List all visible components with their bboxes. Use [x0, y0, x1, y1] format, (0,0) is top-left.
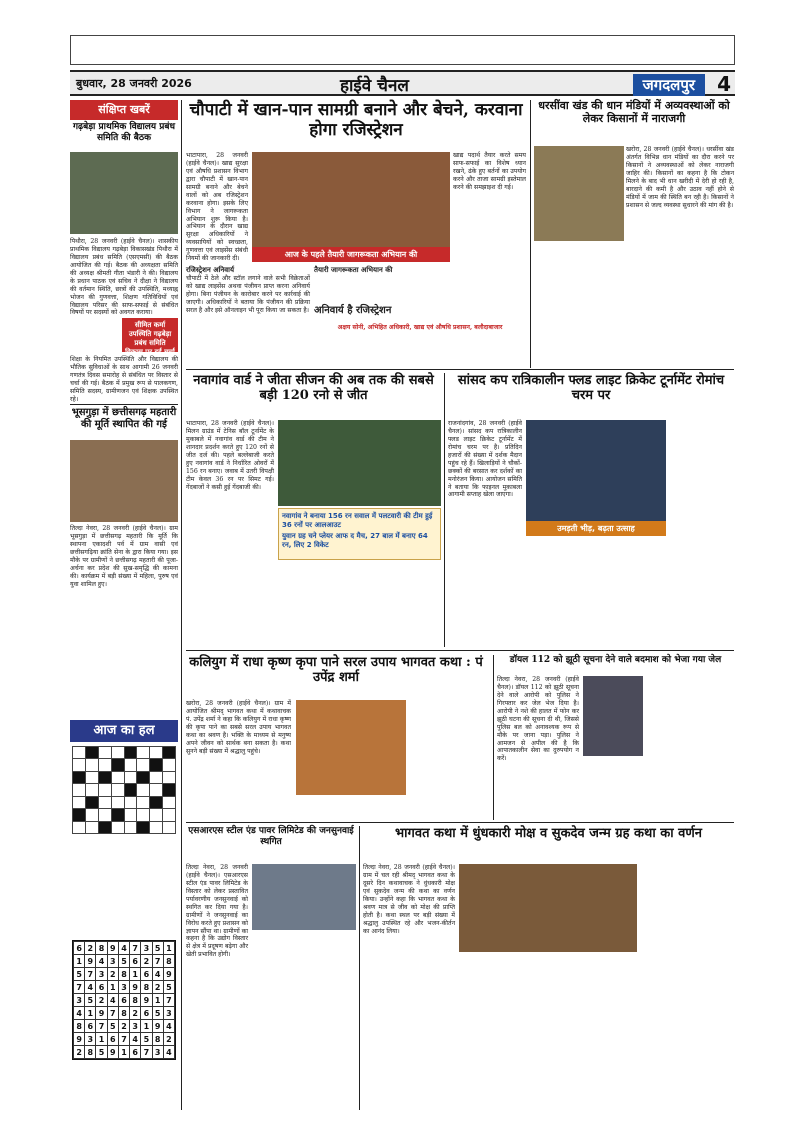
sudoku-cell: 2: [74, 1046, 85, 1059]
sudoku-cell: 5: [118, 955, 129, 968]
column-rule: [530, 100, 531, 368]
story6-body-side: [647, 676, 734, 818]
sudoku-cell: 7: [85, 968, 96, 981]
masthead: हाईवे चैनल: [340, 76, 409, 96]
sudoku-cell: 1: [141, 1020, 152, 1033]
sudoku-cell: 1: [107, 981, 118, 994]
column-rule: [444, 373, 445, 647]
sudoku-cell: 1: [85, 1007, 96, 1020]
brief1-body-continued: शिक्षा के नियमित उपस्थिति और विद्यालय की भौतिक सुविधाओं के साथ आगामी 26 जनवरी गणतंत्र दिवस समारोह से संबंधित पर विस्तार से चर्चा की गई। बैठक में प्रमुख रूप से पालकगण, समिति सदस्य, ग्रामीणजन एवं शिक्षक उपस्थित रहे।: [70, 356, 178, 403]
story8-photo: [459, 864, 637, 952]
sudoku-cell: 2: [152, 981, 163, 994]
column-rule: [359, 826, 360, 1110]
sudoku-cell: 5: [152, 1007, 163, 1020]
sudoku-cell: 3: [163, 1007, 174, 1020]
news-brief-tag: [70, 100, 178, 120]
story4-body-continued: [526, 540, 734, 646]
sudoku-cell: 3: [107, 955, 118, 968]
crossword-grid: [72, 746, 176, 834]
story4-photo: [526, 420, 666, 536]
story5-body-side: [410, 700, 490, 818]
brief2-photo: [70, 440, 178, 522]
story6-body: तिल्दा नेवरा, 28 जनवरी (हाईवे चैनल)। डॉयल 112 को झूठी सूचना देने वाले आरोपी को पुलिस ने गिरफ्तार कर जेल भेज दिया है। आरोपी ने नशे की हालत में फोन कर झूठी घटना की सूचना दी थी, जिससे पुलिस बल को अनावश्यक रूप से मौके पर जाना पड़ा। पुलिस ने आमजन से अपील की है कि आपातकालीन सेवा का दुरुपयोग न करें।: [497, 676, 579, 763]
brief1-body-side: [70, 318, 120, 358]
story1-photo-caption: आज के पहले तैयारी जागरूकता अभियान की: [252, 247, 450, 262]
story3-photo: [278, 420, 441, 506]
story1-sub2: तैयारी जागरूकता अभियान की: [314, 265, 393, 274]
sudoku-cell: 8: [118, 968, 129, 981]
sudoku-cell: 7: [74, 981, 85, 994]
sudoku-cell: 4: [74, 1007, 85, 1020]
story8-body-side: [641, 864, 734, 1006]
story1-body-side: खाद्य पदार्थ तैयार करते समय साफ-सफाई का विशेष ध्यान रखने, ढंके हुए बर्तनों का उपयोग करने और ताजा सामग्री इस्तेमाल करने की समझाइश दी गई।: [453, 152, 526, 191]
section-rule: [186, 369, 734, 370]
sudoku-cell: 3: [85, 1033, 96, 1046]
sudoku-cell: 2: [107, 968, 118, 981]
story1-body-lead: भाटापारा, 28 जनवरी (हाईवे चैनल)। खाद्य सुरक्षा एवं औषधि प्रशासन विभाग द्वारा चौपाटी में खान-पान सामग्री बनाने और बेचने वालों को अब रजिस्ट्रेशन करवाना होगा। इसके लिए विभाग ने जागरूकता अभियान शुरू किया है। अभियान के दौरान खाद्य सुरक्षा अधिकारियों ने व्यवसायियों को स्वच्छता, गुणवत्ता एवं लाइसेंस संबंधी नियमों की जानकारी दी।: [186, 152, 248, 263]
page-number: 4: [717, 72, 731, 96]
sudoku-cell: 6: [130, 1046, 141, 1059]
sudoku-cell: 9: [130, 981, 141, 994]
sudoku-cell: 5: [85, 994, 96, 1007]
story8-body: तिल्दा नेवरा, 28 जनवरी (हाईवे चैनल)। ग्राम में चल रही श्रीमद् भागवत कथा के दूसरे दिन कथावाचक ने धुंधकारी मोक्ष एवं सुकदेव जन्म की कथा का वर्णन किया। उन्होंने कहा कि भागवत कथा के श्रवण मात्र से जीव को मोक्ष की प्राप्ति होती है। कथा स्थल पर बड़ी संख्या में श्रद्धालु उपस्थित रहे और भजन-कीर्तन का आनंद लिया।: [363, 864, 455, 935]
sudoku-cell: 7: [152, 955, 163, 968]
sudoku-cell: 7: [163, 994, 174, 1007]
sudoku-cell: 8: [74, 1020, 85, 1033]
sudoku-cell: 1: [74, 955, 85, 968]
sudoku-cell: 1: [96, 1033, 107, 1046]
story2-photo: [534, 146, 624, 241]
sudoku-cell: 8: [152, 1033, 163, 1046]
sudoku-cell: 9: [152, 1020, 163, 1033]
puzzle-header: [70, 720, 178, 742]
sudoku-cell: 7: [118, 1033, 129, 1046]
story7-body-continued: [186, 966, 356, 1108]
sudoku-cell: 5: [96, 1046, 107, 1059]
sudoku-cell: 8: [130, 994, 141, 1007]
sudoku-cell: 6: [74, 942, 85, 955]
sudoku-cell: 3: [74, 994, 85, 1007]
story3-bullet-1: नवागांव ने बनाया 156 रन सवाल में पलटवारी की टीम हुई 36 रनों पर आलआउट: [282, 512, 433, 530]
header-date: बुधवार, 28 जनवरी 2026: [76, 77, 192, 90]
story1-byline: अक्षय सोनी, अभिहित अधिकारी, खाद्य एवं औषधि प्रशासन, बलौदाबाजार: [337, 323, 503, 331]
news-brief-label: संक्षिप्त खबरें: [98, 103, 150, 116]
brief2-headline: भूसगुड़ा में छत्तीसगढ़ महतारी की मूर्ति स्थापित की गई: [71, 407, 177, 430]
sudoku-cell: 6: [141, 968, 152, 981]
story3-headline: नवागांव वार्ड ने जीता सीजन की अब तक की सबसे बड़ी 120 रनो से जीत: [193, 373, 434, 404]
story7-headline: एसआरएस स्टील एंड पावर लिमिटेड की जनसुनवाई स्थगित: [188, 826, 354, 847]
story8-body-continued: [459, 956, 637, 1108]
story3-body: भाटापारा, 28 जनवरी (हाईवे चैनल)। मिलन ग्राउंड में टेनिस बॉल टूर्नामेंट के मुकाबले में नवागांव वार्ड की टीम ने शानदार प्रदर्शन करते हुए 120 रनों से जीत दर्ज की। पहले बल्लेबाजी करते हुए नवागांव वार्ड ने निर्धारित ओवरों में 156 रन बनाए। जवाब में उतरी विपक्षी टीम केवल 36 रन पर सिमट गई। गेंदबाजों ने कसी हुई गेंदबाजी की।: [186, 420, 274, 491]
story2-body-a: खरोरा, 28 जनवरी (हाईवे चैनल)। धरसींवा खंड अंतर्गत विभिन्न धान मंडियों का दौरा करने पर किसानों ने अव्यवस्थाओं को लेकर नाराजगी जाहिर की। किसानों का कहना है कि टोकन मिलने के बाद भी धान खरीदी में देरी हो रही है, बारदाने की कमी है और उठाव नहीं होने से मंडियों में जाम की स्थिति बन रही है। किसानों ने प्रशासन से जल्द व्यवस्था सुधारने की मांग की है।: [626, 146, 734, 209]
sudoku-cell: 9: [96, 1007, 107, 1020]
sudoku-cell: 4: [152, 968, 163, 981]
sudoku-cell: 8: [85, 1046, 96, 1059]
brief1-photo: [70, 152, 178, 234]
sudoku-cell: 9: [85, 955, 96, 968]
sudoku-cell: 4: [163, 1020, 174, 1033]
sudoku-cell: 4: [163, 1046, 174, 1059]
sudoku-cell: 2: [130, 1007, 141, 1020]
sudoku-cell: 4: [130, 1033, 141, 1046]
story1-col-b: [314, 266, 526, 366]
sudoku-cell: 4: [85, 981, 96, 994]
story5-body-continued: [296, 798, 406, 818]
brief2-body: तिल्दा नेवरा, 28 जनवरी (हाईवे चैनल)। ग्राम भूसगुड़ा में छत्तीसगढ़ महतारी कि मूर्ति कि स्थापना एकादशी पर्व में ग्राम वासी एवं छत्तीसगढ़िया क्रांति सेना के द्वारा किया गया। इस मौके पर ग्रामीणों ने छत्तीसगढ़ महतारी की पूजा-अर्चना कर प्रदेश की सुख-समृद्धि की कामना की। कार्यक्रम में बड़ी संख्या में महिला, पुरुष एवं युवा शामिल हुए।: [70, 525, 178, 588]
sudoku-cell: 6: [141, 1007, 152, 1020]
story2-headline: धरसींवा खंड की धान मंडियों में अव्यवस्थाओं को लेकर किसानों में नाराजगी: [538, 99, 730, 125]
column-rule: [493, 655, 494, 820]
sudoku-cell: 6: [130, 955, 141, 968]
story8-headline: भागवत कथा में धुंधकारी मोक्ष व सुकदेव जन्म ग्रह कथा का वर्णन: [363, 826, 734, 860]
story7-photo: [252, 864, 356, 930]
sudoku-cell: 1: [163, 942, 174, 955]
puzzle-title: आज का हल: [93, 723, 155, 738]
sudoku-cell: 8: [163, 955, 174, 968]
page-header: [70, 70, 735, 96]
sudoku-cell: 1: [130, 968, 141, 981]
city-name: जगदलपुर: [633, 74, 705, 96]
sudoku-cell: 8: [96, 942, 107, 955]
story3-body-continued: [278, 564, 441, 646]
sudoku-cell: 7: [130, 942, 141, 955]
story1-photo: [252, 152, 450, 262]
sudoku-cell: 7: [96, 1020, 107, 1033]
sudoku-cell: 9: [163, 968, 174, 981]
sudoku-cell: 9: [107, 1046, 118, 1059]
sudoku-cell: 6: [107, 1033, 118, 1046]
story1-col-a: [186, 266, 310, 366]
story5-body: खरोरा, 28 जनवरी (हाईवे चैनल)। ग्राम में आयोजित श्रीमद् भागवत कथा में कथावाचक पं. उपेंद्र शर्मा ने कहा कि कलियुग में राधा कृष्ण की कृपा पाने का सबसे सरल उपाय भागवत कथा का श्रवण है। भक्ति के माध्यम से मनुष्य अपने जीवन को सार्थक बना सकता है। कथा सुनने बड़ी संख्या में श्रद्धालु पहुंचे।: [186, 700, 291, 755]
sudoku-cell: 5: [74, 968, 85, 981]
story1-sub1: रजिस्ट्रेशन अनिवार्य: [186, 265, 235, 274]
sudoku-cell: 4: [96, 955, 107, 968]
sudoku-cell: 6: [96, 981, 107, 994]
sudoku-cell: 3: [118, 981, 129, 994]
story4-body: राजनांदगांव, 28 जनवरी (हाईवे चैनल)। सांसद कप रात्रिकालीन फ्लड लाइट क्रिकेट टूर्नामेंट में रोमांच चरम पर है। प्रतिदिन हजारों की संख्या में दर्शक मैदान पहुंच रहे हैं। खिलाड़ियों ने चौकों-छक्कों की बरसात कर दर्शकों का मनोरंजन किया। आयोजन समिति ने बताया कि फाइनल मुकाबला आगामी सप्ताह खेला जाएगा।: [448, 420, 522, 499]
brief1-body: पिथौरा, 28 जनवरी (हाईवे चैनल)। शासकीय प्राथमिक विद्यालय गढ़बेड़ा विकासखंड पिथौरा में विद्यालय प्रबंध समिति (एसएमसी) की बैठक आयोजित की गई। बैठक की अध्यक्षता समिति की अध्यक्ष श्रीमती गीता भंडारी ने की। विद्यालय के प्रधान पाठक एवं सचिव ने दीक्षा ने विद्यालय की वर्तमान स्थिति, छात्रों की उपस्थिति, मध्याह्न भोजन की गुणवत्ता, शिक्षण गतिविधियों एवं विद्यालय परिसर की साफ-सफाई से संबंधित विषयों पर सदस्यों को अवगत कराया।: [70, 238, 178, 317]
sudoku-cell: 3: [141, 942, 152, 955]
sudoku-solution: [72, 940, 176, 1060]
story5-headline: कलियुग में राधा कृष्ण कृपा पाने सरल उपाय भागवत कथा : पं उपेंद्र शर्मा: [189, 655, 483, 686]
sudoku-cell: 6: [118, 994, 129, 1007]
sudoku-cell: 2: [163, 1033, 174, 1046]
column-rule: [181, 100, 182, 1110]
sudoku-cell: 9: [107, 942, 118, 955]
story1-body-main: चौपाटी में ठेले और स्टॉल लगाने वाले सभी विक्रेताओं को खाद्य लाइसेंस अथवा पंजीयन प्राप्त करना अनिवार्य होगा। बिना पंजीयन के कारोबार करने पर कार्रवाई की जाएगी। अधिकारियों ने बताया कि पंजीयन की प्रक्रिया सरल है और इसे ऑनलाइन भी पूरा किया जा सकता है।: [186, 274, 310, 314]
sudoku-cell: 1: [152, 994, 163, 1007]
story1-sub3: अनिवार्य है रजिस्ट्रेशन: [314, 304, 392, 316]
sudoku-cell: 9: [74, 1033, 85, 1046]
story4-headline: सांसद कप रात्रिकालीन फ्लड लाइट क्रिकेट टूर्नामेंट रोमांच चरम पर: [457, 373, 725, 404]
sudoku-cell: 5: [107, 1020, 118, 1033]
sudoku-cell: 2: [141, 955, 152, 968]
story6-headline: डॉयल 112 को झूठी सूचना देने वाले बदमाश को भेजा गया जेल: [509, 655, 722, 665]
story4-body-side: [670, 420, 734, 536]
sudoku-cell: 5: [152, 942, 163, 955]
sudoku-cell: 4: [118, 942, 129, 955]
sudoku-cell: 5: [141, 1033, 152, 1046]
sudoku-cell: 8: [141, 981, 152, 994]
section-rule: [186, 650, 734, 651]
sudoku-cell: 1: [118, 1046, 129, 1059]
story7-body: तिल्दा नेवरा, 28 जनवरी (हाईवे चैनल)। एसआरएस स्टील एंड पावर लिमिटेड के विस्तार को लेकर प्रस्तावित पर्यावरणीय जनसुनवाई को स्थगित कर दिया गया है। ग्रामीणों ने जनसुनवाई का विरोध करते हुए प्रशासन को ज्ञापन सौंपा था। ग्रामीणों का कहना है कि उद्योग विस्तार से क्षेत्र में प्रदूषण बढ़ेगा और खेती प्रभावित होगी।: [186, 864, 249, 959]
sudoku-cell: 6: [85, 1020, 96, 1033]
story1-headline: चौपाटी में खान-पान सामग्री बनाने और बेचने, करवाना होगा रजिस्ट्रेशन: [189, 100, 523, 141]
story6-photo: [583, 676, 643, 756]
story3-bullet-2: युवान ग्रह चने प्लेयर आफ द मैच, 27 बाल में बनाए 64 रन, लिए 2 विकेट: [282, 532, 428, 550]
story4-photo-caption: उमड़ती भीड़, बढ़ता उत्साह: [526, 521, 666, 536]
sudoku-cell: 2: [96, 994, 107, 1007]
sudoku-cell: 9: [141, 994, 152, 1007]
story2-body-b: [534, 244, 734, 366]
sudoku-cell: 3: [152, 1046, 163, 1059]
sudoku-cell: 5: [163, 981, 174, 994]
sudoku-cell: 8: [118, 1007, 129, 1020]
brief1-headline: गढ़बेड़ा प्राथमिक विद्यालय प्रबंध समिति की बैठक: [72, 122, 176, 143]
brief1-quote-box: सीमित कर्मा उपस्थिति गढ़बेड़ा प्रबंध समिति विकास पर हुई चर्चा: [122, 318, 178, 352]
sudoku-cell: 4: [107, 994, 118, 1007]
section-rule: [186, 822, 734, 823]
story3-highlights: [278, 508, 441, 560]
sudoku-cell: 3: [96, 968, 107, 981]
sudoku-cell: 2: [85, 942, 96, 955]
story6-body-continued: [583, 760, 643, 818]
sudoku-cell: 7: [141, 1046, 152, 1059]
brief-divider: [70, 404, 178, 405]
story5-photo: [296, 700, 406, 795]
sudoku-cell: 3: [130, 1020, 141, 1033]
top-ad-box: [70, 35, 735, 65]
sudoku-cell: 7: [107, 1007, 118, 1020]
sudoku-cell: 2: [118, 1020, 129, 1033]
